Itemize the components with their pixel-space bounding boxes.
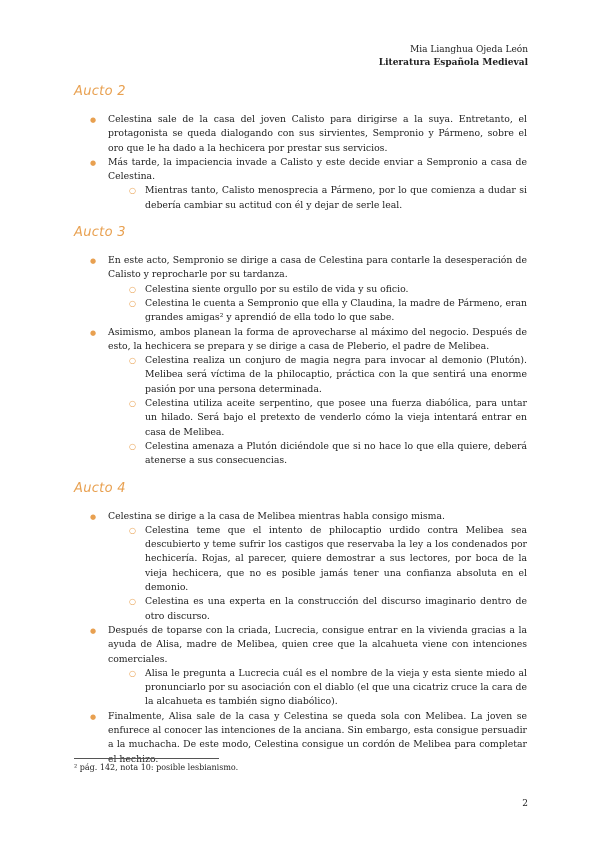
section-heading: Aucto 4 [74, 480, 126, 496]
sub-list-item: ○ Celestina le cuenta a Sempronio que ella y Claudina, la madre de Pármeno, eran grandes amigas² y aprendió de ella todo lo que sabe. [74, 297, 527, 326]
sub-list-item: ○ Celestina es una experta en la construcción del discurso imaginario dentro de otro discurso. [74, 595, 527, 624]
page-header [379, 44, 528, 70]
list-item: ● Asimismo, ambos planean la forma de aprovecharse al máximo del negocio. Después de esto, la hechicera se prepara y se dirige a casa de Pleberio, el padre de Melibea. [74, 326, 527, 355]
section-aucto-3 [74, 225, 527, 468]
bullet-list [74, 510, 527, 767]
footnote-divider [74, 758, 219, 759]
section-heading: Aucto 3 [74, 225, 126, 241]
sub-list-item: ○ Alisa le pregunta a Lucrecia cuál es el nombre de la vieja y esta siente miedo al pronunciarlo por su asociación con el diablo (el que una cicatriz cruce la cara de la alcahueta es también signo diabólico). [74, 667, 527, 710]
sub-list-item: ○ Celestina realiza un conjuro de magia negra para invocar al demonio (Plutón). Melibea será víctima de la philocaptio, práctica con la que sentirá una enorme pasión por una persona determinada. [74, 354, 527, 397]
list-item: ● Finalmente, Alisa sale de la casa y Celestina se queda sola con Melibea. La joven se enfurece al conocer las intenciones de la anciana. Sin embargo, esta consigue persuadir a la muchacha. De este modo, Celestina consigue un cordón de Melibea para completar el hechizo. [74, 710, 527, 767]
section-heading: Aucto 2 [74, 84, 126, 99]
bullet-list [74, 113, 527, 213]
footnote: ² pág. 142, nota 10: posible lesbianismo. [74, 763, 239, 772]
list-item: ● Después de toparse con la criada, Lucrecia, consigue entrar en la vivienda gracias a la ayuda de Alisa, madre de Melibea, quien cree que la alcahueta viene con intenciones comerciales. [74, 624, 527, 667]
bullet-list [74, 254, 527, 468]
list-item: ● Celestina se dirige a la casa de Melibea mientras habla consigo misma. [74, 510, 527, 524]
list-item: ● En este acto, Sempronio se dirige a casa de Celestina para contarle la desesperación de Calisto y reprocharle por su tardanza. [74, 254, 527, 283]
sub-list-item: ○ Mientras tanto, Calisto menosprecia a Pármeno, por lo que comienza a dudar si debería cambiar su actitud con él y dejar de serle leal. [74, 184, 527, 213]
list-item: ● Más tarde, la impaciencia invade a Calisto y este decide enviar a Sempronio a casa de Celestina. [74, 156, 527, 185]
course-title: Literatura Española Medieval [378, 58, 528, 68]
document-body [74, 84, 527, 779]
section-aucto-2 [74, 84, 527, 213]
section-aucto-4 [74, 481, 527, 767]
sub-list-item: ○ Celestina siente orgullo por su estilo de vida y su oficio. [74, 283, 527, 297]
page-number: 2 [522, 799, 528, 809]
list-item: ● Celestina sale de la casa del joven Calisto para dirigirse a la suya. Entretanto, el protagonista se queda dialogando con sus sirvientes, Sempronio y Pármeno, sobre el oro que le ha dado a la hechicera por prestar sus servicios. [74, 113, 527, 156]
sub-list-item: ○ Celestina teme que el intento de philocaptio urdido contra Melibea sea descubierto y teme sufrir los castigos que reservaba la ley a los condenados por hechicería. Rojas, al parecer, quiere demostrar a sus lectores, por boca de la vieja hechicera, que no es posible jamás tener una confianza absoluta en el demonio. [74, 524, 527, 595]
sub-list-item: ○ Celestina utiliza aceite serpentino, que posee una fuerza diabólica, para untar un hilado. Será bajo el pretexto de venderlo cómo la vieja intentará entrar en casa de Melibea. [74, 397, 527, 440]
author-name: Mia Lianghua Ojeda León [410, 45, 528, 55]
sub-list-item: ○ Celestina amenaza a Plutón diciéndole que si no hace lo que ella quiere, deberá atenerse a sus consecuencias. [74, 440, 527, 469]
